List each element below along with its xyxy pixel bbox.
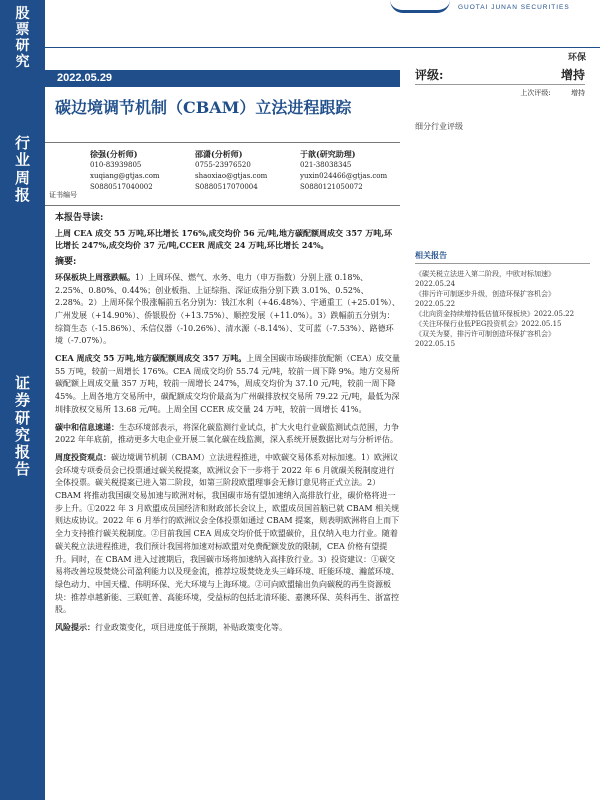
header-rule bbox=[45, 47, 600, 48]
paragraph-text: 1）上周环保、燃气、水务、电力（申万指数）分别上涨 0.18%、2.25%、0.80%、0.44%；创业板指、上证综指、深证成指分别下跌 3.01%、0.52%、2.28%。2）上周环保个股涨幅前五名分别为：钱江水利（+46.48%）、宇通重工（+25.01%）、广州发展（+14.90%）、侨银股份（+13.75%）、顺控发展（+11.0%）。3）跌幅前五分别为：综简生态（-15.86%）、禾信仪器（-10.26%）、清水源（-8.14%）、艾可蓝（-7.53%）、路德环境（-7.07%）。 bbox=[55, 272, 400, 346]
prev-rating-label: 上次评级: bbox=[520, 89, 551, 97]
logo-text: GUOTAI JUNAN SECURITIES bbox=[458, 4, 570, 11]
analyst-cert: S0880121050072 bbox=[300, 183, 363, 191]
sub-industry-label: 细分行业评级 bbox=[415, 122, 463, 131]
analyst-phone: 021-38038345 bbox=[300, 161, 352, 169]
analyst-phone: 010-83939805 bbox=[90, 161, 142, 169]
paragraph-investment-view bbox=[55, 451, 400, 617]
analyst-name: 于歆(研究助理) bbox=[300, 149, 356, 159]
guide-text: 上周 CEA 成交 55 万吨,环比增长 176%,成交均价 56 元/吨,地方碳配额周成交 357 万吨,环比增长 247%,成交均价 37 元/吨,CCER 周成交 24 万吨,环比增长 24%。 bbox=[55, 227, 393, 251]
analyst-cert: S0880517070004 bbox=[195, 183, 258, 191]
sidebar-band bbox=[0, 0, 45, 800]
rating-label: 评级: bbox=[415, 68, 444, 82]
related-reports bbox=[415, 250, 590, 349]
abstract-title: 摘要: bbox=[55, 257, 77, 268]
paragraph-news bbox=[55, 421, 400, 447]
paragraph-text: 生态环境部表示，将深化碳监测行业试点，扩大火电行业碳监测试点范围，力争 2022 年年底前，推动更多大电企业开展二氧化碳在线监测，深入系统开展数据比对与分析评估。 bbox=[55, 422, 399, 445]
paragraph-lead: 环保板块上周涨跌幅。 bbox=[55, 271, 135, 282]
analyst-block bbox=[45, 142, 400, 206]
analyst-cert: S0880517040002 bbox=[90, 183, 153, 191]
paragraph-lead: 碳中和信息速递： bbox=[55, 421, 119, 432]
paragraph-lead: CEA 周成交 55 万吨,地方碳配额周成交 357 万吨。 bbox=[55, 353, 247, 364]
related-report-item[interactable]: 《北向资金持续增持低估值环保板块》2022.05.22 bbox=[415, 310, 575, 318]
paragraph-text: 行业政策变化，项目进度低于预期，补贴政策变化等。 bbox=[95, 623, 287, 633]
report-type-vertical: 股 票 研 究 bbox=[15, 6, 30, 71]
related-title: 相关报告 bbox=[415, 250, 590, 264]
cert-label: 证书编号 bbox=[49, 191, 77, 199]
analyst-3 bbox=[300, 149, 387, 193]
company-logo bbox=[380, 0, 600, 20]
analyst-2 bbox=[195, 149, 267, 193]
guide-title: 本报告导读: bbox=[55, 213, 104, 223]
prev-rating-value: 增持 bbox=[571, 89, 585, 97]
rating-value: 增持 bbox=[560, 68, 585, 82]
paragraph-sector-performance bbox=[55, 271, 400, 348]
related-report-item[interactable]: 《碳关税立法进入第二阶段，中欧对标加速》2022.05.24 bbox=[415, 270, 555, 288]
analyst-phone: 0755-23976520 bbox=[195, 161, 251, 169]
related-report-item[interactable]: 《关注环保行业低PEG投资机会》2022.05.15 bbox=[415, 320, 562, 328]
analyst-email[interactable]: xuqiang@gtjas.com bbox=[90, 172, 160, 180]
analyst-email[interactable]: yuxin024466@gtjas.com bbox=[300, 172, 388, 180]
paragraph-text: 上周全国碳市场碳排放配额（CEA）成交量 55 万吨，较前一周增长 176%。CEA 周成交均价 55.74 元/吨，较前一周下降 9%。地方交易所碳配额上周成交量 357 万吨，较前一周增长 247%，周成交均价为 37.10 元/吨，较前一周下降 45%。上周各地方交易所中，碳配额成交均价最高为广州碳排放权交易所 79.22 元/吨，最低为深圳排放权交易所 13.68 元/吨。上周全国 CCER 成交量 24 万吨，较前一周增长 41%。 bbox=[55, 354, 400, 414]
report-date: 2022.05.29 bbox=[45, 70, 400, 87]
report-category-vertical: 行 业 周 报 bbox=[14, 134, 30, 204]
paragraph-risk bbox=[55, 621, 400, 635]
related-report-item[interactable]: 《双关为要，排污许可制创造环保扩容机会》2022.05.15 bbox=[415, 330, 555, 348]
analyst-1 bbox=[90, 149, 160, 193]
prev-rating-row bbox=[415, 88, 585, 98]
paragraph-lead: 风险提示： bbox=[55, 622, 95, 633]
logo-arc-icon bbox=[390, 0, 450, 13]
related-report-item[interactable]: 《排污许可制逐步升级，创造环保扩容机会》2022.05.22 bbox=[415, 290, 555, 308]
analyst-name: 徐强(分析师) bbox=[90, 149, 138, 159]
industry-tag: 环保 bbox=[567, 53, 586, 63]
paragraph-carbon-market bbox=[55, 352, 400, 417]
report-title: 碳边境调节机制（CBAM）立法进程跟踪 bbox=[55, 98, 352, 117]
analyst-name: 邵潇(分析师) bbox=[195, 149, 243, 159]
paragraph-lead: 周度投资观点： bbox=[55, 451, 111, 462]
paragraph-text: 碳边境调节机制（CBAM）立法进程推进，中欧碳交易体系对标加速。1）欧洲议会环境专项委员会已投票通过碳关税提案，欧洲议会下一步将于 2022 年 6 月就碳关税制度进行全体投票。碳关税提案已进入第二阶段，如第三阶段欧盟理事会无修订意见将正式立法。2）CBAM 将推动我国碳交易加速与欧洲对标，我国碳市场有望加速纳入高排放行业，碳价格将进一步上升。①2022 年 3 月欧盟成员国经济和财政部长会议上，欧盟成员国首脑已就 CBAM 相关规则达成协议。2022 年 6 月举行的欧洲议会全体投票如通过 CBAM 提案，则表明欧洲将自上而下全力支持推行碳关税制度。②目前我国 CEA 周成交均价低于欧盟碳价，且仅纳入电力行业。随着碳关税立法进程推进，我们预计我国将加速对标欧盟对免费配额发放的限制，CEA 价格有望提升。同时，在 CBAM 进入过渡期后，我国碳市场将加速纳入高排放行业。3）投资建议：①碳交易将改善垃圾焚烧公司盈利能力以及现金流，推荐垃圾焚烧龙头三峰环境、旺能环境、瀚蓝环境、绿色动力、中国天楹、伟明环保、光大环境与上海环境。②可向欧盟输出负向碳税的再生资源板块：推荐卓越新能、三联虹普、高能环境，受益标的包括北清环能、嘉澳环保、英科再生、浙富控股。 bbox=[55, 452, 400, 615]
rating-row bbox=[415, 66, 585, 85]
rating-box bbox=[415, 66, 585, 98]
report-body bbox=[55, 212, 400, 639]
analyst-email[interactable]: shaoxiao@gtjas.com bbox=[195, 172, 268, 180]
report-source-vertical: 证 券 研 究 报 告 bbox=[14, 374, 30, 479]
